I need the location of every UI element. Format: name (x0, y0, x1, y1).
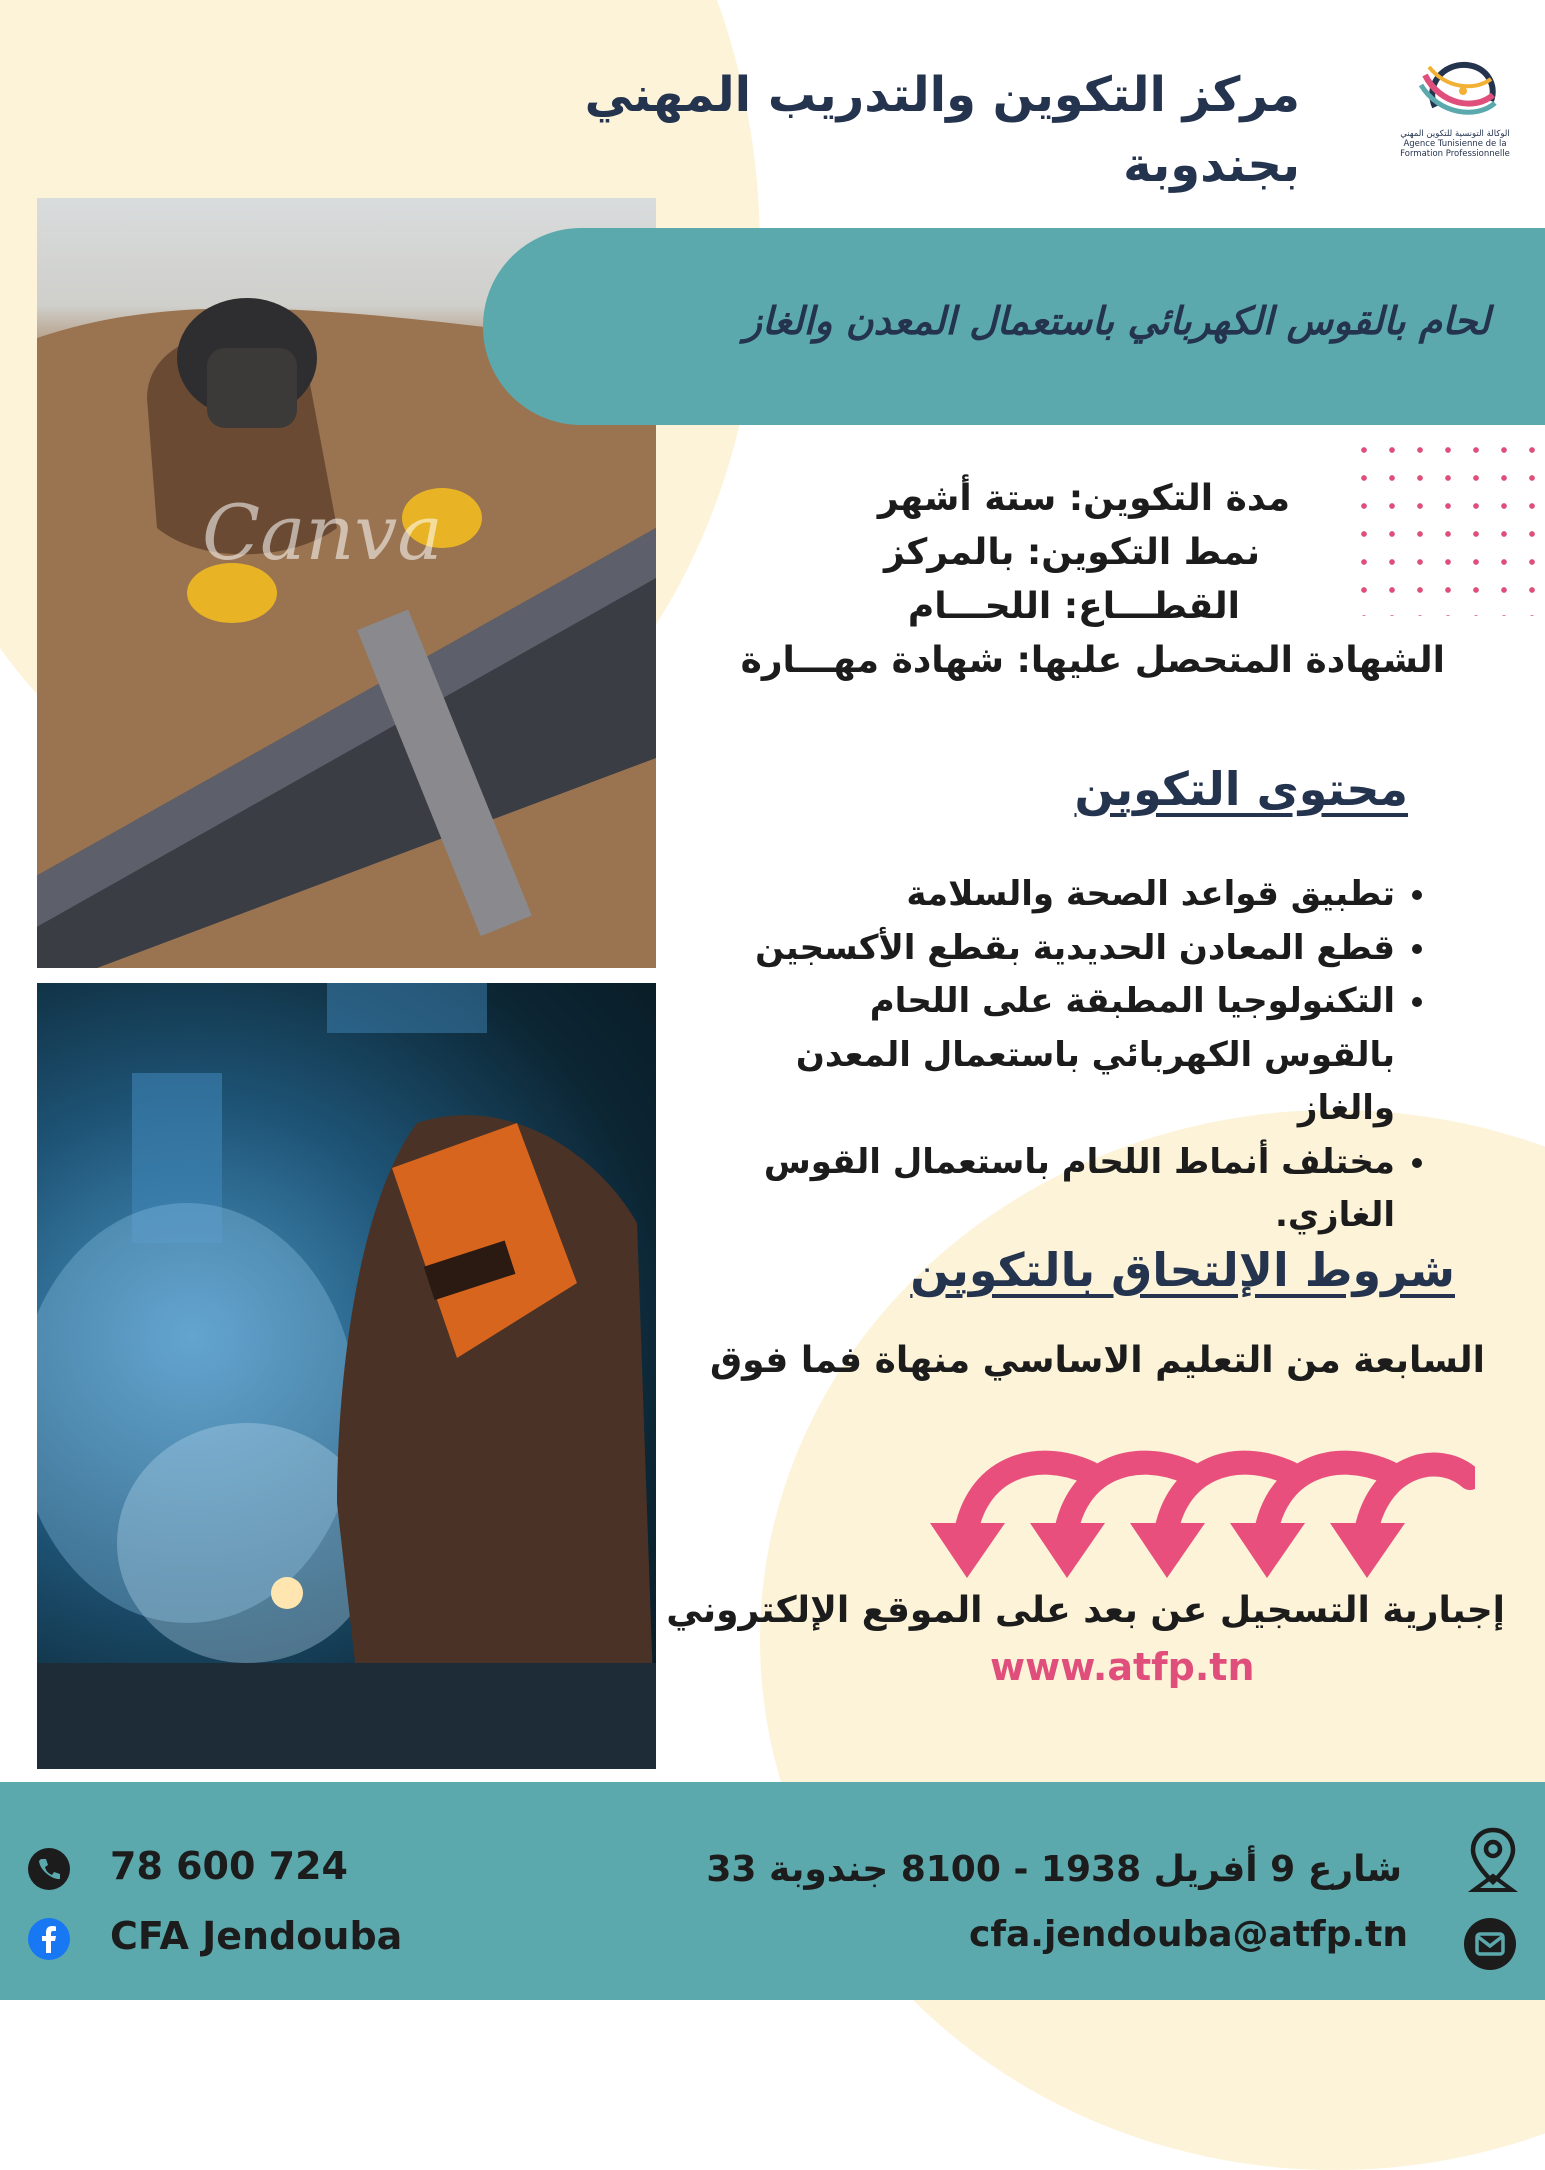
program-info (645, 472, 1445, 688)
page-title: مركز التكوين والتدريب المهني بجندوبة (584, 67, 1300, 193)
footer (0, 1782, 1545, 2000)
arrows-icon (915, 1428, 1475, 1578)
content-list (585, 868, 1445, 1243)
list-item: • قطع المعادن الحديدية بقطع الأكسجين (585, 922, 1395, 976)
phone-icon (27, 1847, 71, 1891)
conditions-text: السابعة من التعليم الاساسي منهاة فما فوق (709, 1340, 1485, 1381)
atfp-logo (1395, 45, 1515, 175)
conditions-heading: شروط الإلتحاق بالتكوين (910, 1243, 1455, 1297)
logo-text: الوكالة التونسية للتكوين المهني Agence Tunisienne de la Formation Professionnelle (1400, 129, 1510, 159)
content-heading: محتوى التكوين (1074, 762, 1408, 816)
email-icon (1463, 1917, 1517, 1971)
registration-text: إجبارية التسجيل عن بعد على الموقع الإلكتروني (666, 1590, 1505, 1631)
list-item: • التكنولوجيا المطبقة على اللحام بالقوس الكهربائي باستعمال المعدن والغاز (755, 975, 1395, 1136)
facebook-page[interactable]: CFA Jendouba (110, 1914, 403, 1958)
photo-welder-smoke (37, 983, 656, 1769)
info-duration: مدة التكوين: ستة أشهر (877, 478, 1290, 519)
phone-number: 78 600 724 (110, 1844, 348, 1888)
address-text: 33 شارع 9 أفريل 1938 - 8100 جندوبة (706, 1849, 1402, 1890)
info-sector: القطـــاع: اللحـــام (907, 586, 1240, 627)
location-pin-icon (1466, 1826, 1520, 1894)
email-address[interactable]: cfa.jendouba@atfp.tn (969, 1914, 1408, 1955)
info-mode: نمط التكوين: بالمركز (883, 532, 1260, 573)
list-item: • مختلف أنماط اللحام باستعمال القوس الغازي. (755, 1136, 1395, 1243)
list-item: • تطبيق قواعد الصحة والسلامة (585, 868, 1395, 922)
welder-smoke-illustration (37, 983, 656, 1769)
logo-mark-icon (1395, 45, 1515, 129)
website-link[interactable]: www.atfp.tn (990, 1645, 1255, 1689)
canva-watermark: Canva (202, 488, 443, 577)
facebook-icon[interactable] (27, 1917, 71, 1961)
program-title: لحام بالقوس الكهربائي باستعمال المعدن والغاز (743, 298, 1490, 343)
info-certificate: الشهادة المتحصل عليها: شهادة مهـــارة (740, 640, 1445, 681)
program-banner (483, 228, 1545, 425)
